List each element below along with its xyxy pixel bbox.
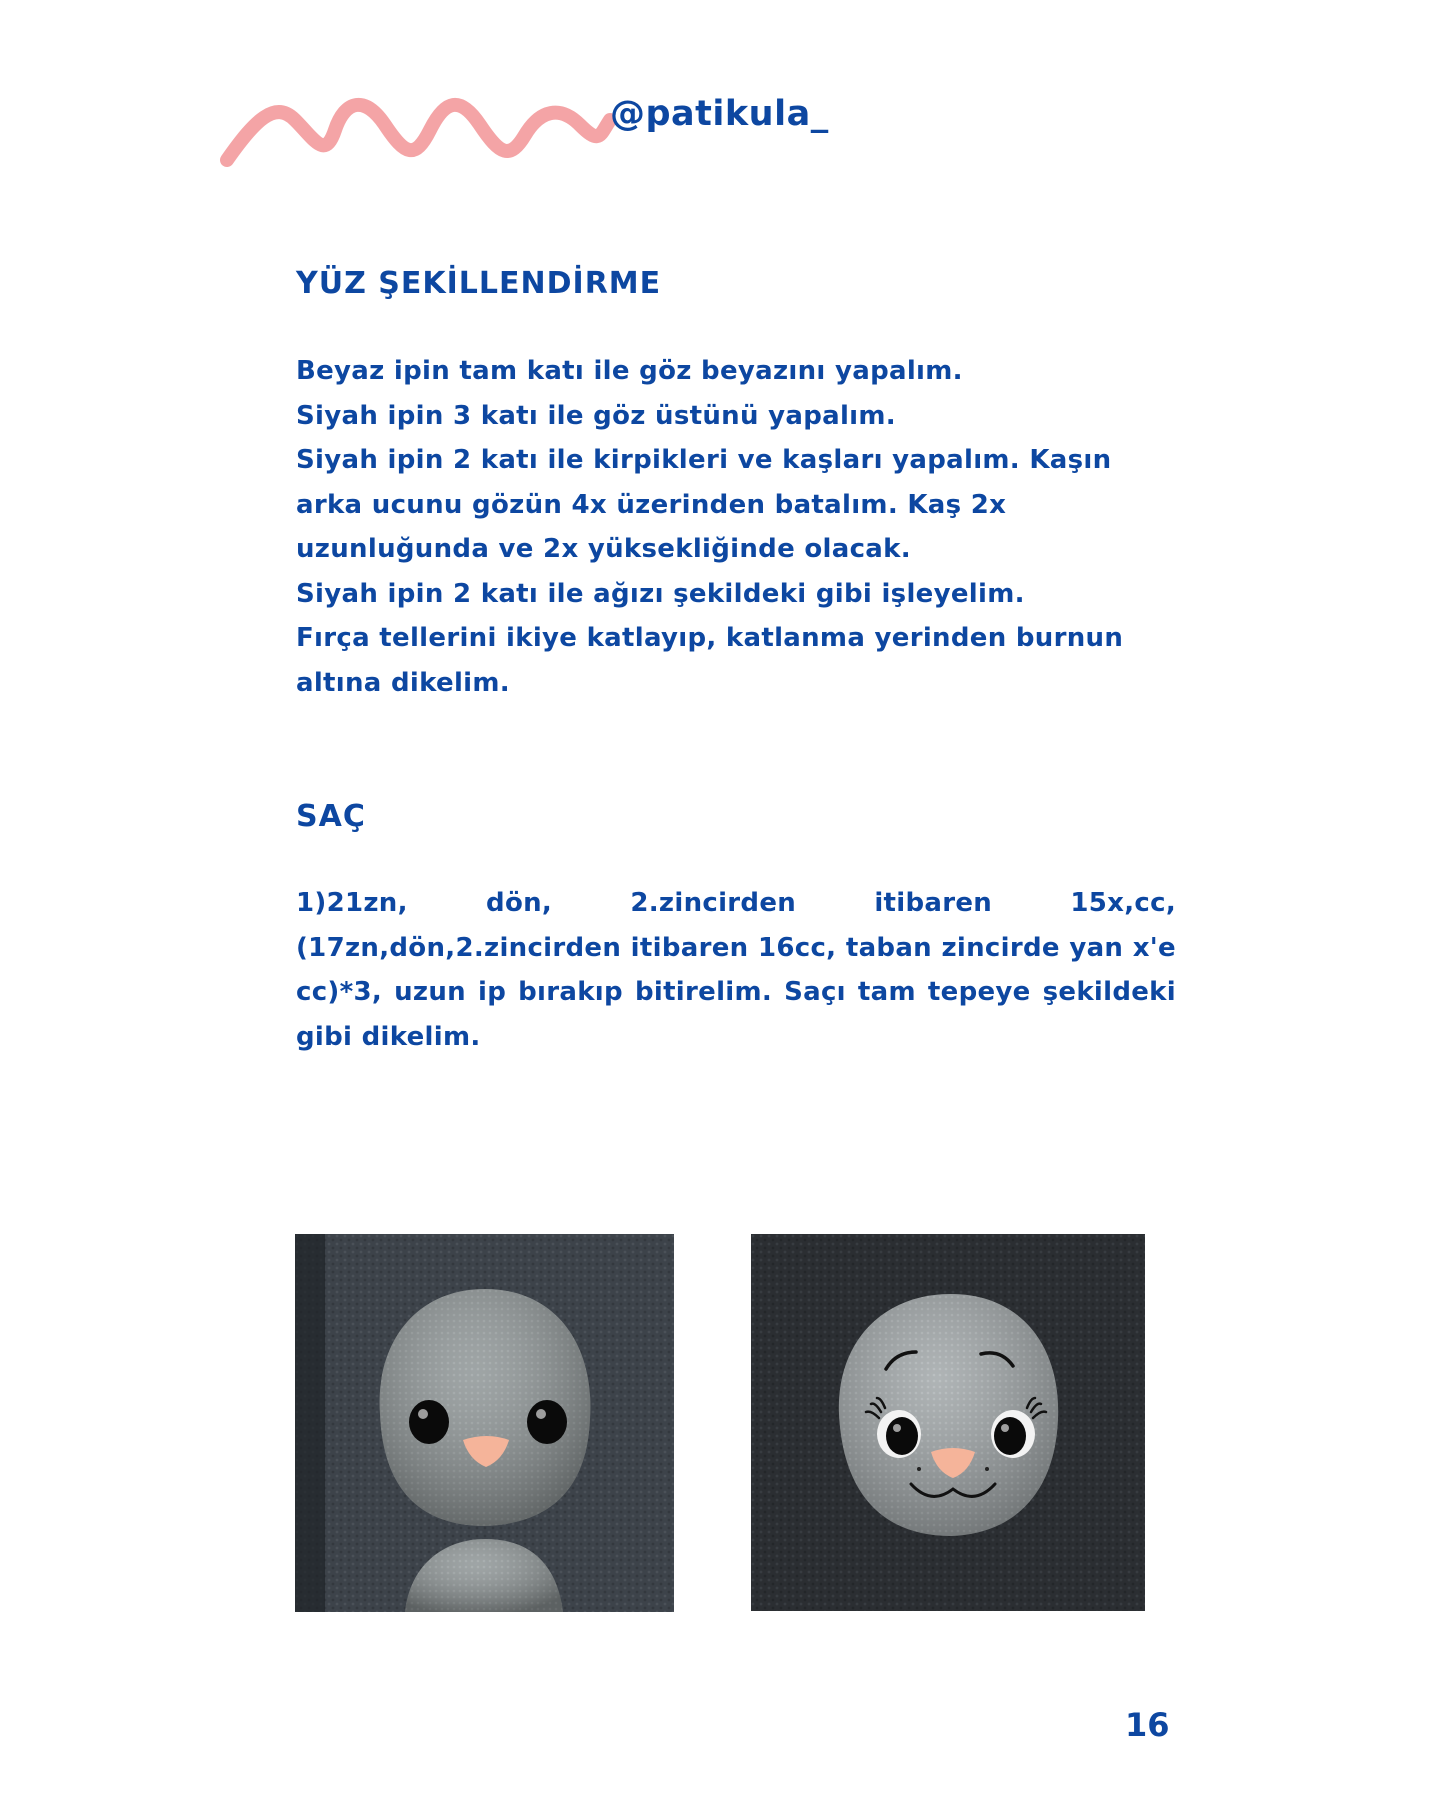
decorative-squiggle [215, 90, 615, 180]
section-face-shaping [296, 260, 1176, 705]
photo-amigurumi-head-plain [295, 1234, 674, 1612]
photo-amigurumi-head-embroidered [751, 1234, 1145, 1611]
hair-instructions: 1)21zn, dön, 2.zincirden itibaren 15x,cc, (17zn,dön,2.zincirden itibaren 16cc, taban zincirde yan x'e cc)*3, uzun ip bırakıp bitirelim. Saçı tam tepeye şekildeki gibi dikelim. [296, 888, 1176, 1052]
instruction-line: Siyah ipin 2 katı ile ağızı şekildeki gibi işleyelim. [296, 578, 1025, 609]
instruction-line: Fırça tellerini ikiye katlayıp, katlanma yerinden burnun altına dikelim. [296, 623, 1124, 698]
section-heading-hair: SAÇ [296, 799, 366, 834]
page-number: 16 [1125, 1706, 1170, 1744]
instagram-handle: @patikula_ [610, 94, 829, 134]
instruction-line: Beyaz ipin tam katı ile göz beyazını yapalım. [296, 356, 963, 386]
page-content [296, 260, 1176, 1059]
instruction-line: Siyah ipin 3 katı ile göz üstünü yapalım. [296, 400, 896, 431]
face-instructions [296, 349, 1176, 705]
instruction-line: Siyah ipin 2 katı ile kirpikleri ve kaşları yapalım. Kaşın arka ucunu gözün 4x üzerinden batalım. Kaş 2x uzunluğunda ve 2x yüksekliğinde olacak. [296, 445, 1112, 564]
section-hair [296, 793, 1176, 1059]
section-heading-face: YÜZ ŞEKİLLENDİRME [296, 266, 662, 301]
